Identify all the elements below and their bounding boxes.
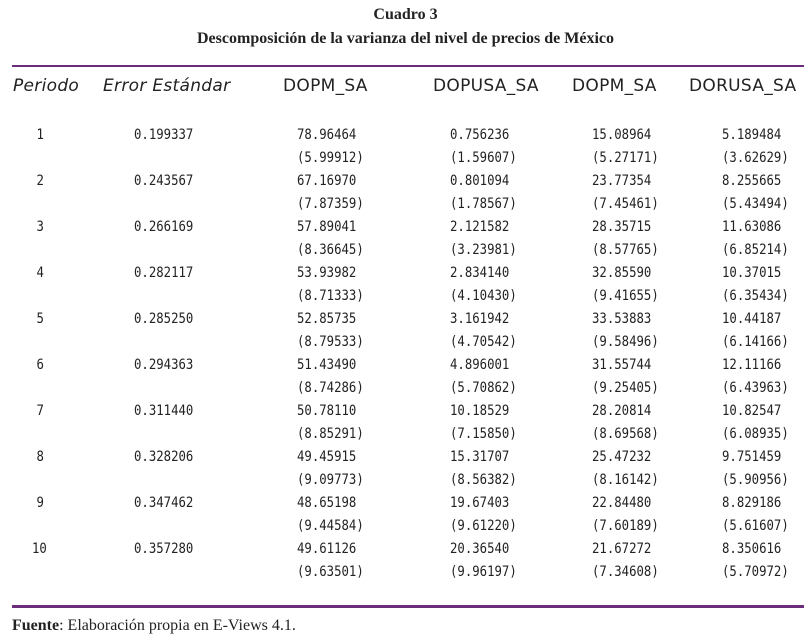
periodo-cell: 6 bbox=[36, 357, 44, 373]
stderr-cell: (7.45461) bbox=[592, 196, 659, 212]
stderr-cell: (1.59607) bbox=[450, 150, 517, 166]
value-cell: 3.161942 bbox=[450, 311, 510, 327]
stderr-cell: (5.99912) bbox=[297, 150, 364, 166]
value-cell: 52.85735 bbox=[297, 311, 357, 327]
stderr-cell: (8.56382) bbox=[450, 472, 517, 488]
error-estandar-cell: 0.282117 bbox=[134, 265, 194, 281]
header-dopm-sa: DOPM_SA bbox=[283, 76, 368, 96]
periodo-cell: 10 bbox=[32, 541, 47, 557]
stderr-cell: (7.60189) bbox=[592, 518, 659, 534]
stderr-cell: (5.61607) bbox=[722, 518, 789, 534]
stderr-cell: (8.16142) bbox=[592, 472, 659, 488]
stderr-cell: (5.70972) bbox=[722, 564, 789, 580]
stderr-cell: (5.43494) bbox=[722, 196, 789, 212]
stderr-cell: (6.85214) bbox=[722, 242, 789, 258]
value-cell: 49.61126 bbox=[297, 541, 357, 557]
stderr-cell: (5.90956) bbox=[722, 472, 789, 488]
periodo-cell: 2 bbox=[36, 173, 44, 189]
value-cell: 10.44187 bbox=[722, 311, 782, 327]
value-cell: 57.89041 bbox=[297, 219, 357, 235]
value-cell: 21.67272 bbox=[592, 541, 652, 557]
value-cell: 28.35715 bbox=[592, 219, 652, 235]
stderr-cell: (8.71333) bbox=[297, 288, 364, 304]
stderr-cell: (9.44584) bbox=[297, 518, 364, 534]
value-cell: 49.45915 bbox=[297, 449, 357, 465]
header-dorusa-sa: DORUSA_SA bbox=[689, 76, 797, 96]
value-cell: 10.37015 bbox=[722, 265, 782, 281]
header-dopusa-sa: DOPUSA_SA bbox=[433, 76, 539, 96]
value-cell: 11.63086 bbox=[722, 219, 782, 235]
value-cell: 32.85590 bbox=[592, 265, 652, 281]
value-cell: 67.16970 bbox=[297, 173, 357, 189]
value-cell: 31.55744 bbox=[592, 357, 652, 373]
stderr-cell: (3.23981) bbox=[450, 242, 517, 258]
stderr-cell: (8.74286) bbox=[297, 380, 364, 396]
stderr-cell: (9.96197) bbox=[450, 564, 517, 580]
value-cell: 10.18529 bbox=[450, 403, 510, 419]
stderr-cell: (9.41655) bbox=[592, 288, 659, 304]
stderr-cell: (5.70862) bbox=[450, 380, 517, 396]
bottom-rule bbox=[12, 605, 804, 608]
value-cell: 15.31707 bbox=[450, 449, 510, 465]
value-cell: 23.77354 bbox=[592, 173, 652, 189]
value-cell: 20.36540 bbox=[450, 541, 510, 557]
value-cell: 0.756236 bbox=[450, 127, 510, 143]
value-cell: 4.896001 bbox=[450, 357, 510, 373]
value-cell: 51.43490 bbox=[297, 357, 357, 373]
value-cell: 50.78110 bbox=[297, 403, 357, 419]
top-rule bbox=[12, 65, 804, 67]
value-cell: 78.96464 bbox=[297, 127, 357, 143]
stderr-cell: (8.85291) bbox=[297, 426, 364, 442]
stderr-cell: (9.09773) bbox=[297, 472, 364, 488]
value-cell: 15.08964 bbox=[592, 127, 652, 143]
stderr-cell: (3.62629) bbox=[722, 150, 789, 166]
error-estandar-cell: 0.294363 bbox=[134, 357, 194, 373]
value-cell: 48.65198 bbox=[297, 495, 357, 511]
value-cell: 0.801094 bbox=[450, 173, 510, 189]
header-periodo: Periodo bbox=[13, 76, 80, 96]
stderr-cell: (9.61220) bbox=[450, 518, 517, 534]
value-cell: 33.53883 bbox=[592, 311, 652, 327]
stderr-cell: (7.87359) bbox=[297, 196, 364, 212]
periodo-cell: 7 bbox=[36, 403, 44, 419]
periodo-cell: 5 bbox=[36, 311, 44, 327]
value-cell: 8.350616 bbox=[722, 541, 782, 557]
value-cell: 10.82547 bbox=[722, 403, 782, 419]
stderr-cell: (8.79533) bbox=[297, 334, 364, 350]
error-estandar-cell: 0.357280 bbox=[134, 541, 194, 557]
error-estandar-cell: 0.328206 bbox=[134, 449, 194, 465]
stderr-cell: (4.70542) bbox=[450, 334, 517, 350]
source-label: Fuente bbox=[12, 617, 60, 634]
periodo-cell: 9 bbox=[36, 495, 44, 511]
value-cell: 5.189484 bbox=[722, 127, 782, 143]
stderr-cell: (7.34608) bbox=[592, 564, 659, 580]
error-estandar-cell: 0.243567 bbox=[134, 173, 194, 189]
error-estandar-cell: 0.266169 bbox=[134, 219, 194, 235]
periodo-cell: 8 bbox=[36, 449, 44, 465]
stderr-cell: (9.58496) bbox=[592, 334, 659, 350]
value-cell: 28.20814 bbox=[592, 403, 652, 419]
periodo-cell: 4 bbox=[36, 265, 44, 281]
value-cell: 12.11166 bbox=[722, 357, 782, 373]
stderr-cell: (6.08935) bbox=[722, 426, 789, 442]
error-estandar-cell: 0.285250 bbox=[134, 311, 194, 327]
value-cell: 2.121582 bbox=[450, 219, 510, 235]
value-cell: 9.751459 bbox=[722, 449, 782, 465]
stderr-cell: (8.69568) bbox=[592, 426, 659, 442]
stderr-cell: (9.63501) bbox=[297, 564, 364, 580]
stderr-cell: (6.43963) bbox=[722, 380, 789, 396]
stderr-cell: (8.57765) bbox=[592, 242, 659, 258]
source-note bbox=[12, 617, 296, 635]
value-cell: 2.834140 bbox=[450, 265, 510, 281]
table-title: Descomposición de la varianza del nivel de precios de México bbox=[197, 30, 614, 47]
stderr-cell: (8.36645) bbox=[297, 242, 364, 258]
source-text: : Elaboración propia en E-Views 4.1. bbox=[59, 617, 296, 634]
value-cell: 8.829186 bbox=[722, 495, 782, 511]
stderr-cell: (6.14166) bbox=[722, 334, 789, 350]
value-cell: 22.84480 bbox=[592, 495, 652, 511]
stderr-cell: (7.15850) bbox=[450, 426, 517, 442]
value-cell: 8.255665 bbox=[722, 173, 782, 189]
error-estandar-cell: 0.311440 bbox=[134, 403, 194, 419]
table-caption: Cuadro 3 bbox=[373, 6, 438, 23]
periodo-cell: 3 bbox=[36, 219, 44, 235]
stderr-cell: (9.25405) bbox=[592, 380, 659, 396]
header-error-estandar: Error Estándar bbox=[103, 76, 231, 96]
stderr-cell: (5.27171) bbox=[592, 150, 659, 166]
stderr-cell: (1.78567) bbox=[450, 196, 517, 212]
value-cell: 19.67403 bbox=[450, 495, 510, 511]
value-cell: 25.47232 bbox=[592, 449, 652, 465]
error-estandar-cell: 0.347462 bbox=[134, 495, 194, 511]
header-dopm-sa-2: DOPM_SA bbox=[572, 76, 657, 96]
periodo-cell: 1 bbox=[36, 127, 44, 143]
stderr-cell: (6.35434) bbox=[722, 288, 789, 304]
value-cell: 53.93982 bbox=[297, 265, 357, 281]
stderr-cell: (4.10430) bbox=[450, 288, 517, 304]
error-estandar-cell: 0.199337 bbox=[134, 127, 194, 143]
